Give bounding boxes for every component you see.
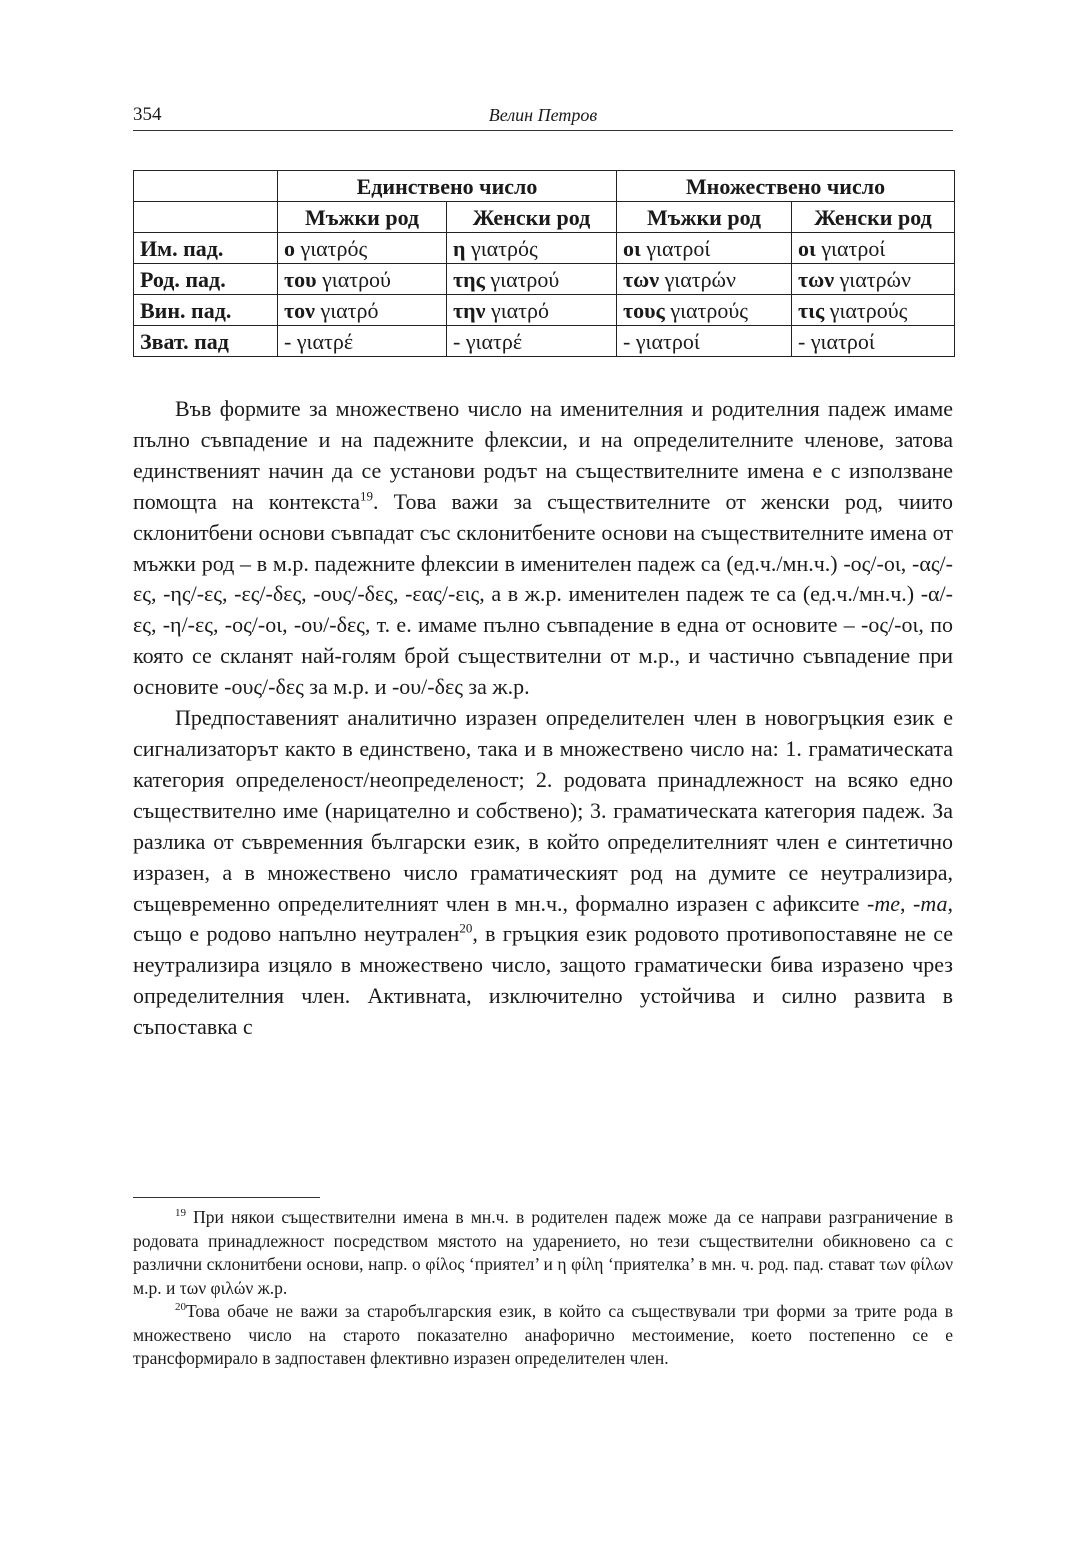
table-cell: [447, 233, 617, 264]
article: τον: [284, 297, 315, 323]
noun-form: γιατρό: [314, 297, 379, 323]
noun-form: γιατρός: [295, 235, 368, 261]
table-cell: [792, 295, 955, 326]
footnote-text: При някои съществителни имена в мн.ч. в родителен падеж може да се направи разграничение в родовата принадлежност посредством мястото на ударението, но тези съществителни обикновено са с различни склонитбени основи, напр. ο φίλος ‘приятел’ и η φίλη ‘приятелка’ в мн. ч. род. пад. стават των φίλων м.р. и των φιλών ж.р.: [133, 1207, 953, 1298]
text-run: ,: [900, 890, 914, 916]
table-cell: [617, 264, 792, 295]
header-sg-feminine: Женски род: [447, 202, 617, 233]
table-corner-cell: [134, 171, 278, 202]
table-row-genitive: [134, 264, 955, 295]
footnote-divider: [133, 1197, 320, 1198]
italic-affix: -та: [913, 890, 948, 916]
header-sg-masculine: Мъжки род: [278, 202, 447, 233]
table-cell: [278, 295, 447, 326]
article: την: [453, 297, 486, 323]
table-cell: [447, 295, 617, 326]
text-run: , също е родово напълно неутрален: [133, 890, 953, 947]
noun-form: γιατρός: [465, 235, 538, 261]
noun-form: γιατρού: [316, 266, 391, 292]
table-cell: [792, 326, 955, 357]
table-corner-cell: [134, 202, 278, 233]
table-row-nominative: [134, 233, 955, 264]
table-row-vocative: [134, 326, 955, 357]
row-label: Вин. пад.: [134, 295, 278, 326]
row-label: Род. пад.: [134, 264, 278, 295]
text-run: . Това важи за съществителните от женски род, чиито склонитбени основи съвпадат със склонитбените основи на съществителните имена от мъжки род – в м.р. падежните флексии в именителен падеж са (ед.ч./мн.ч.) -ος/-οι, -ας/-ες, -ης/-ες, -ες/-δες, -ους/-δες, -εας/-εις, а в ж.р. именителен падеж те са (ед.ч./мн.ч.) -α/-ες, -η/-ες, -ος/-οι, -ου/-δες, т. е. имаме пълно съвпадение в една от основите – -ος/-οι, по която се скланят най-голям брой съществителни от м.р., и частично съвпадение при основите -ους/-δες за м.р. и -ου/-δες за ж.р.: [133, 488, 953, 700]
article: του: [284, 266, 317, 292]
table-cell: [278, 326, 447, 357]
text-run: , в гръцкия език родовото противопоставяне не се неутрализира изцяло в множествено число, защото граматически бива изразено чрез определителния член. Активната, изключително устойчива и силно развита в съпоставка с: [133, 921, 953, 1040]
noun-form: γιατρών: [659, 266, 736, 292]
article: οι: [623, 235, 641, 261]
noun-form: - γιατροί: [623, 328, 700, 354]
footnote-ref: 19: [360, 488, 374, 504]
header-singular: Единствено число: [278, 171, 617, 202]
header-pl-feminine: Женски род: [792, 202, 955, 233]
table-row-accusative: [134, 295, 955, 326]
noun-form: γιατρούς: [664, 297, 748, 323]
noun-form: γιατρών: [834, 266, 911, 292]
paragraph-1: [133, 394, 953, 703]
noun-form: - γιατρέ: [284, 328, 354, 354]
text-run: Предпоставеният аналитично изразен определителен член в новогръцкия език е сигнализаторът както в единствено, така и в множествено число на: 1. граматическата категория определеност/неопределеност; 2. родовата принадлежност на всяко едно съществително име (нарицателно и собствено); 3. граматическата категория падеж. За разлика от съвременния български език, в който определителният член е синтетично изразен, а в множествено число граматическият род на думите се неутрализира, същевременно определителният член в мн.ч., формално изразен с афиксите: [133, 705, 953, 916]
article: η: [453, 235, 466, 261]
footnote-number: 19: [175, 1207, 186, 1220]
table-cell: [617, 295, 792, 326]
text-run: Във формите за множествено число на именителния и родителния падеж имаме пълно съвпадение и на падежните флексии, и на определителните членове, затова единственият начин да се установи родът на съществителните имена е с използване помощта на контекста: [133, 396, 953, 514]
table-cell: [278, 233, 447, 264]
noun-form: γιατρούς: [824, 297, 908, 323]
header-pl-masculine: Мъжки род: [617, 202, 792, 233]
footnote-20: [133, 1300, 953, 1371]
table-header-row: [134, 171, 955, 202]
running-title: Велин Петров: [488, 105, 598, 125]
table-cell: [447, 326, 617, 357]
main-text: [133, 394, 953, 1043]
article: των: [623, 266, 660, 292]
noun-form: γιατρό: [485, 297, 549, 323]
article: των: [798, 266, 835, 292]
table-cell: [617, 326, 792, 357]
paragraph-2: [133, 703, 953, 1043]
page-header: [133, 100, 953, 131]
noun-form: γιατρού: [484, 266, 560, 292]
noun-form: - γιατροί: [798, 328, 875, 354]
table-cell: [792, 233, 955, 264]
footnote-19: [133, 1206, 953, 1300]
article: ο: [284, 235, 295, 261]
footnote-number: 20: [175, 1301, 186, 1314]
footnote-text: Това обаче не важи за старобългарския език, в който са съществували три форми за трите рода в множествено число на старото показателно анафорично местоимение, което постепенно се е трансформирало в задпоставен флективно изразен определителен член.: [133, 1301, 953, 1368]
noun-form: γιατροί: [815, 235, 886, 261]
article: τους: [623, 297, 665, 323]
article: της: [453, 266, 485, 292]
noun-form: - γιατρέ: [453, 328, 523, 354]
header-plural: Множествено число: [617, 171, 955, 202]
row-label: Зват. пад: [134, 326, 278, 357]
table-cell: [792, 264, 955, 295]
table-subheader-row: [134, 202, 955, 233]
article: τις: [798, 297, 825, 323]
table-cell: [278, 264, 447, 295]
row-label: Им. пад.: [134, 233, 278, 264]
declension-table: [133, 170, 955, 357]
footnotes: [133, 1206, 953, 1371]
footnote-ref: 20: [459, 921, 473, 937]
table-cell: [447, 264, 617, 295]
page-number: 354: [133, 104, 162, 125]
table-cell: [617, 233, 792, 264]
italic-affix: -те: [867, 890, 901, 916]
article: οι: [798, 235, 816, 261]
noun-form: γιατροί: [640, 235, 711, 261]
